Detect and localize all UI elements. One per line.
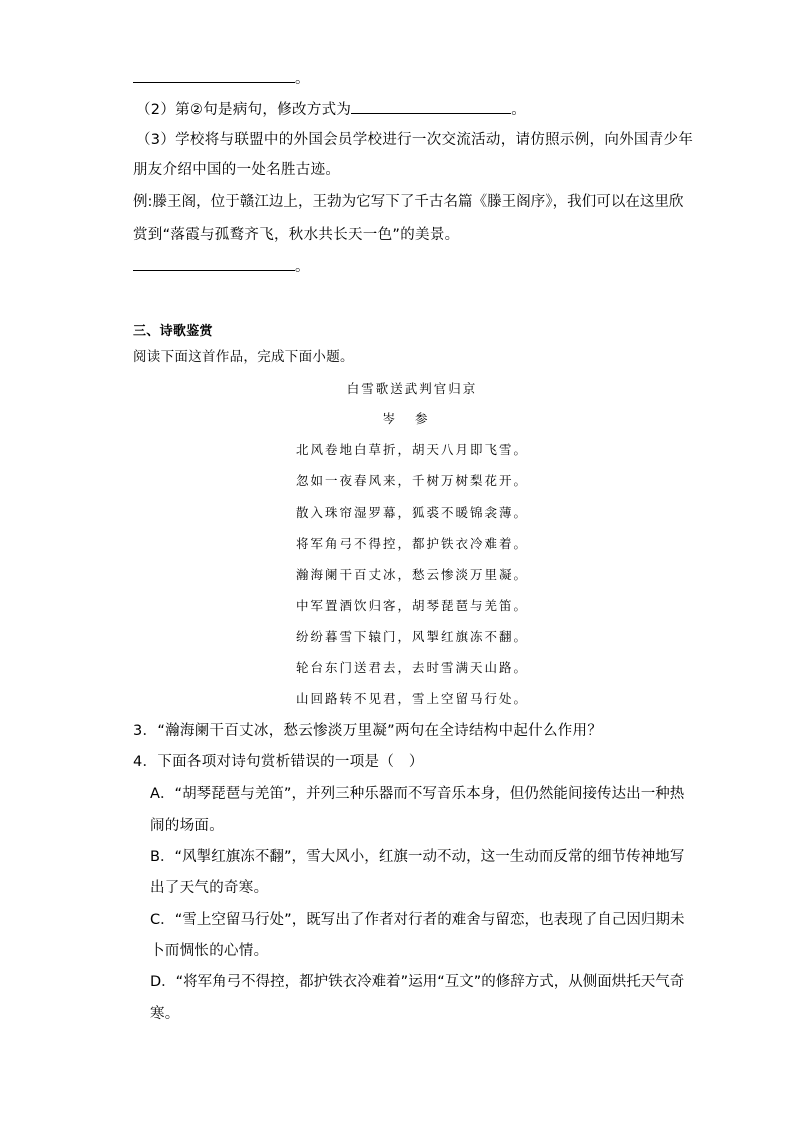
question-2-label: （2）第②句是病句，修改方式为 <box>136 102 352 118</box>
question-2-blank[interactable] <box>351 99 511 114</box>
answer-line-1 <box>133 68 310 89</box>
answer-line-2-end: 。 <box>295 259 310 275</box>
poem-line: 将军角弓不得控，都护铁衣冷难着。 <box>295 536 528 551</box>
poem-line: 轮台东门送君去，去时雪满天山路。 <box>295 660 528 675</box>
option-d-line-1[interactable]: D．“将军角弓不得控，都护铁衣冷难着”运用“互文”的修辞方式，从侧面烘托天气奇 <box>150 974 685 990</box>
answer-blank-1[interactable] <box>133 68 295 83</box>
poem-line: 中军置酒饮归客，胡琴琵琶与羌笛。 <box>295 598 528 613</box>
question-4: 4．下面各项对诗句赏析错误的一项是（ ） <box>133 754 424 770</box>
example-line-2: 赏到“落霞与孤鹜齐飞，秋水共长天一色”的美景。 <box>133 227 460 243</box>
question-2-line <box>136 99 526 120</box>
section-instruction: 阅读下面这首作品，完成下面小题。 <box>133 349 354 365</box>
option-d-line-2: 寒。 <box>150 1006 180 1022</box>
poem-line: 纷纷暮雪下辕门，风掣红旗冻不翻。 <box>295 629 528 644</box>
poem-title: 白雪歌送武判官归京 <box>346 381 478 396</box>
answer-line-2 <box>133 256 310 277</box>
question-3: 3．“瀚海阑干百丈冰，愁云惨淡万里凝”两句在全诗结构中起什么作用？ <box>133 723 603 739</box>
question-2-end: 。 <box>511 102 527 118</box>
question-3-line-1: （3）学校将与联盟中的外国会员学校进行一次交流活动，请仿照示例，向外国青少年 <box>136 132 694 148</box>
answer-blank-2[interactable] <box>133 256 295 271</box>
poem-line: 山回路转不见君，雪上空留马行处。 <box>295 691 528 706</box>
option-c-line-2: 卜而惆怅的心情。 <box>150 943 269 959</box>
option-a-line-1[interactable]: A．“胡琴琵琶与羌笛”，并列三种乐器而不写音乐本身，但仍然能间接传达出一种热 <box>150 786 685 802</box>
option-c-line-1[interactable]: C．“雪上空留马行处”，既写出了作者对行者的难舍与留恋，也表现了自己因归期未 <box>150 912 685 928</box>
option-b-line-2: 出了天气的奇寒。 <box>150 880 269 896</box>
option-a-line-2: 闹的场面。 <box>150 818 224 834</box>
poem-line: 北风卷地白草折，胡天八月即飞雪。 <box>295 442 528 457</box>
option-b-line-1[interactable]: B．“风掣红旗冻不翻”，雪大风小，红旗一动不动，这一生动而反常的细节传神地写 <box>150 849 685 865</box>
poem-author: 岑 参 <box>382 411 436 426</box>
example-line-1: 例:滕王阁，位于赣江边上，王勃为它写下了千古名篇《滕王阁序》，我们可以在这里欣 <box>133 194 684 210</box>
question-3-line-2: 朋友介绍中国的一处名胜古迹。 <box>133 162 341 178</box>
answer-line-1-end: 。 <box>295 71 310 87</box>
poem-line: 忽如一夜春风来，千树万树梨花开。 <box>295 473 528 488</box>
poem-line: 瀚海阑干百丈冰，愁云惨淡万里凝。 <box>295 567 528 582</box>
poem-line: 散入珠帘湿罗幕，狐裘不暖锦衾薄。 <box>295 505 528 520</box>
section-heading: 三、诗歌鉴赏 <box>133 324 213 339</box>
